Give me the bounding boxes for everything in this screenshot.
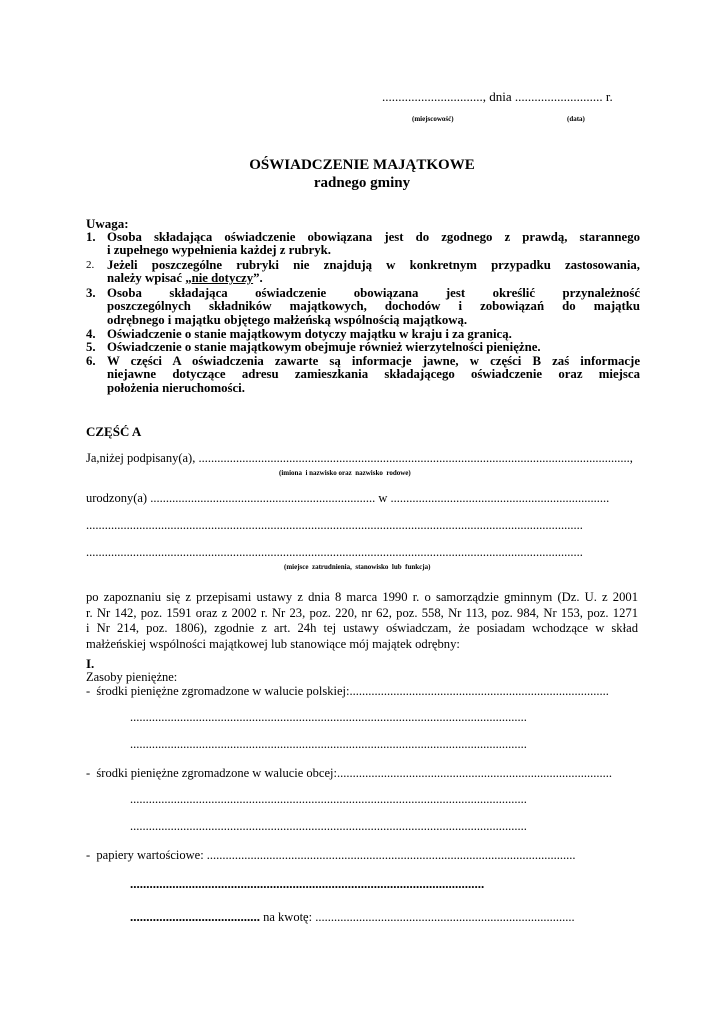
- statement-line: r. Nr 142, poz. 1591 oraz z 2002 r. Nr 23, poz. 220, nr 62, poz. 558, Nr 113, poz. 984, Nr 153, poz. 1271: [86, 605, 638, 620]
- employment-blank-line: ...............................................................................................................................................................: [86, 518, 583, 532]
- pln-funds-blank: ...............................................................................................................................: [130, 737, 527, 751]
- notice-item-number: 3.: [86, 286, 96, 300]
- amount-dots: ........................................: [130, 909, 260, 924]
- notice-item-line: poszczególnych składników majątkowych, dochodów i zobowiązań do majątku: [107, 299, 640, 314]
- notice-item-line: odrębnego i majątku objętego małżeńską wspólnością majątkową.: [107, 312, 468, 327]
- notice-item-text: .: [259, 271, 263, 286]
- date-caption: (data): [567, 115, 585, 123]
- notice-item-2: [86, 259, 640, 286]
- notice-item-1: [86, 231, 640, 258]
- notice-item-3: [86, 287, 640, 327]
- foreign-funds-line: - środki pieniężne zgromadzone w walucie obcej:........................................................................................: [86, 766, 612, 780]
- pln-funds-line: - środki pieniężne zgromadzone w walucie polskiej:...................................................................................: [86, 684, 609, 698]
- notice-item-line: Osoba składająca oświadczenie obowiązana jest do zgodnego z prawdą, starannego: [107, 230, 640, 244]
- foreign-funds-blank: ...............................................................................................................................: [130, 792, 527, 806]
- securities-line: - papiery wartościowe: ......................................................................................................................: [86, 848, 576, 862]
- notice-item-number: 5.: [86, 340, 96, 354]
- securities-blank: .............................................................................................................: [130, 876, 485, 891]
- notice-item-number: 1.: [86, 230, 96, 244]
- amount-value-blank: ...................................................................................: [315, 910, 575, 924]
- pln-funds-blank: ...............................................................................................................................: [130, 710, 527, 724]
- notice-item-5: [86, 341, 640, 354]
- name-caption: (imiona i nazwisko oraz nazwisko rodowe): [279, 469, 411, 477]
- statement-line: małżeńskiej wspólności majątkowej lub stanowiące mój majątek odrębny:: [86, 636, 460, 651]
- notice-item-line: Osoba składająca oświadczenie obowiązana jest określić przynależność: [107, 286, 640, 300]
- notice-item-number: 2.: [86, 259, 95, 271]
- notice-item-line: Oświadczenie o stanie majątkowym obejmuje również wierzytelności pieniężne.: [107, 340, 541, 354]
- notice-item-text: należy wpisać: [107, 271, 186, 286]
- notice-item-line: położenia nieruchomości.: [107, 380, 245, 395]
- notice-item-number: 6.: [86, 354, 96, 368]
- notice-item-line: W części A oświadczenia zawarte są informacje jawne, w części B zaś informacje: [107, 354, 640, 368]
- amount-label: na kwotę:: [260, 910, 316, 924]
- birth-line: urodzony(a) ........................................................................ w ......................................................................: [86, 491, 610, 505]
- place-date-line: ..............................., dnia ........................... r.: [382, 89, 613, 104]
- not-applicable-phrase: „nie dotyczy”: [185, 271, 260, 286]
- document-subtitle: radnego gminy: [313, 175, 411, 191]
- place-caption: (miejscowość): [412, 115, 454, 123]
- notice-heading: Uwaga:: [86, 216, 129, 231]
- section-i-heading: I.: [86, 656, 95, 671]
- foreign-funds-blank: ...............................................................................................................................: [130, 819, 527, 833]
- declarant-name-line: Ja,niżej podpisany(a), ..........................................................................................................................................,: [86, 451, 633, 465]
- cash-resources-label: Zasoby pieniężne:: [86, 670, 178, 684]
- statement-line: po zapoznaniu się z przepisami ustawy z dnia 8 marca 1990 r. o samorządzie gminnym (Dz. U. z 2001: [86, 590, 638, 604]
- notice-item-line: [107, 272, 640, 285]
- part-a-heading: CZĘŚĆ A: [86, 424, 142, 439]
- document-title: OŚWIADCZENIE MAJĄTKOWE: [249, 157, 475, 173]
- statement-line: i Nr 214, poz. 1806), zgodnie z art. 24h tej ustawy oświadczam, że posiadam wchodzące w skład: [86, 621, 638, 636]
- notice-item-line: Jeżeli poszczególne rubryki nie znajdują w konkretnym przypadku zastosowania,: [107, 258, 640, 272]
- notice-item-line: niejawne dotyczące adresu zamieszkania składającego oświadczenie oraz miejsca: [107, 367, 640, 382]
- employment-blank-line: ...............................................................................................................................................................: [86, 545, 583, 559]
- notice-item-6: [86, 355, 640, 395]
- notice-item-number: 4.: [86, 327, 96, 341]
- notice-item-line: i zupełnego wypełnienia każdej z rubryk.: [107, 243, 331, 258]
- statement-paragraph: [86, 590, 638, 652]
- notice-item-line: Oświadczenie o stanie majątkowym dotyczy majątku w kraju i za granicą.: [107, 327, 512, 341]
- securities-amount-line: [130, 908, 575, 926]
- employment-caption: (miejsce zatrudnienia, stanowisko lub funkcja): [284, 563, 431, 571]
